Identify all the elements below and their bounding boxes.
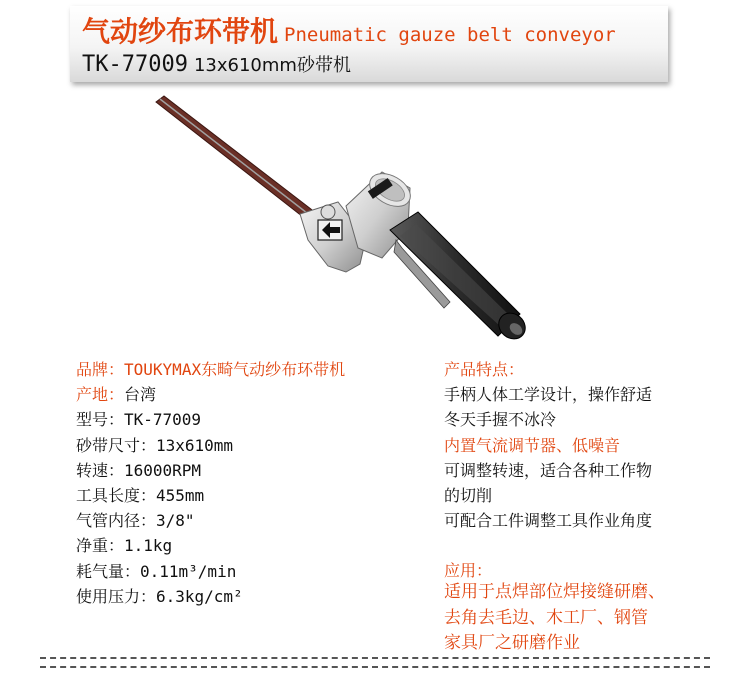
spec-hose: 气管内径：3/8" (76, 511, 195, 531)
spec-weight: 净重：1.1kg (76, 536, 173, 556)
bottom-divider (40, 657, 710, 668)
feature-item: 手柄人体工学设计，操作舒适 (444, 385, 653, 405)
brand-label: 品牌： (76, 360, 125, 379)
spec-pressure: 使用压力：6.3kg/cm² (76, 586, 243, 606)
feature-item: 内置气流调节器、低噪音 (444, 435, 621, 455)
spec-speed: 转速：16000RPM (76, 460, 202, 480)
pneumatic-belt-sander-image (150, 88, 540, 350)
title-en: Pneumatic gauze belt conveyor (284, 24, 616, 46)
feature-item: 的切削 (444, 486, 493, 506)
application-text (444, 580, 665, 657)
origin-value: 台湾 (124, 385, 157, 405)
application-line: 适用于点焊部位焊接缝研磨、 (444, 582, 665, 602)
spec-model: 型号：TK-77009 (76, 410, 202, 430)
spec-list (76, 357, 345, 609)
feature-list (444, 357, 652, 533)
feature-item: 可配合工件调整工具作业角度 (444, 511, 653, 531)
title-banner (70, 6, 668, 82)
title-line (82, 10, 616, 50)
spec-length: 工具长度：455mm (76, 486, 205, 506)
application-line: 去角去毛边、木工厂、钢管 (444, 607, 648, 628)
feature-item: 冬天手握不冰冷 (444, 410, 557, 430)
belt-spec: 13x610mm砂带机 (193, 55, 351, 76)
origin-label: 产地： (76, 385, 125, 405)
feature-item: 可调整转速，适合各种工作物 (444, 460, 653, 480)
brand-value: TOUKYMAX东畸气动纱布环带机 (124, 360, 346, 379)
spec-brand (76, 357, 345, 382)
features-title: 产品特点： (444, 360, 525, 379)
spec-belt-size: 砂带尺寸：13x610mm (76, 435, 234, 455)
spec-origin (76, 382, 345, 407)
spec-air-consumption: 耗气量：0.11m³/min (76, 561, 237, 581)
application-line: 家具厂之研磨作业 (444, 633, 580, 653)
model-line (82, 51, 351, 77)
title-cn: 气动纱布环带机 (82, 15, 279, 48)
application-title: 应用： (444, 561, 493, 580)
model-number: TK-77009 (82, 52, 188, 77)
